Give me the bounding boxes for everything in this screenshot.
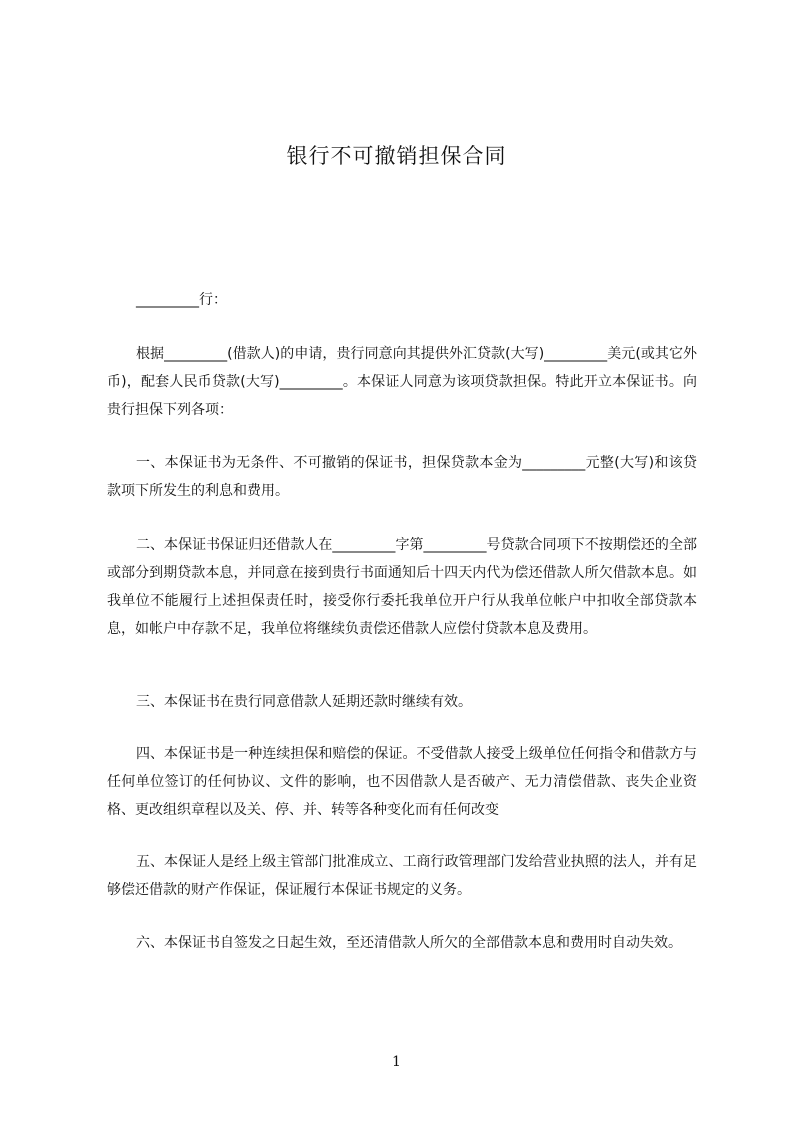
clause-1: 一、本保证书为无条件、不可撤销的保证书，担保贷款本金为_________元整(大写)和该贷款项下所发生的利息和费用。 (107, 455, 697, 499)
page-number: 1 (392, 1054, 401, 1070)
document-title: 银行不可撤销担保合同 (286, 144, 507, 168)
clause-2: 二、本保证书保证归还借款人在_________字第_________号贷款合同项下不按期偿还的全部或部分到期贷款本息，并同意在接到贵行书面通知后十四天内代为偿还借款人所欠借款本息。如我单位不能履行上述担保责任时，接受你行委托我单位开户行从我单位帐户中扣收全部贷款本息，如帐户中存款不足，我单位将继续负责偿还借款人应偿付贷款本息及费用。 (107, 537, 697, 637)
clause-3: 三、本保证书在贵行同意借款人延期还款时继续有效。 (136, 694, 472, 710)
paragraph-intro: 根据_________(借款人)的申请，贵行同意向其提供外汇贷款(大写)_________美元(或其它外币)，配套人民币贷款(大写)_________。本保证人同意为该项贷款担保。特此开立本保证书。向贵行担保下列各项： (107, 346, 697, 418)
clause-4: 四、本保证书是一种连续担保和赔偿的保证。不受借款人接受上级单位任何指令和借款方与任何单位签订的任何协议、文件的影响，也不因借款人是否破产、无力清偿借款、丧失企业资格、更改组织章程以及关、停、并、转等各种变化而有任何改变 (107, 746, 697, 818)
addressee-line: _________行： (136, 292, 227, 308)
clause-5: 五、本保证人是经上级主管部门批准成立、工商行政管理部门发给营业执照的法人，并有足够偿还借款的财产作保证，保证履行本保证书规定的义务。 (107, 854, 697, 898)
clause-6: 六、本保证书自签发之日起生效，至还清借款人所欠的全部借款本息和费用时自动失效。 (136, 935, 682, 951)
